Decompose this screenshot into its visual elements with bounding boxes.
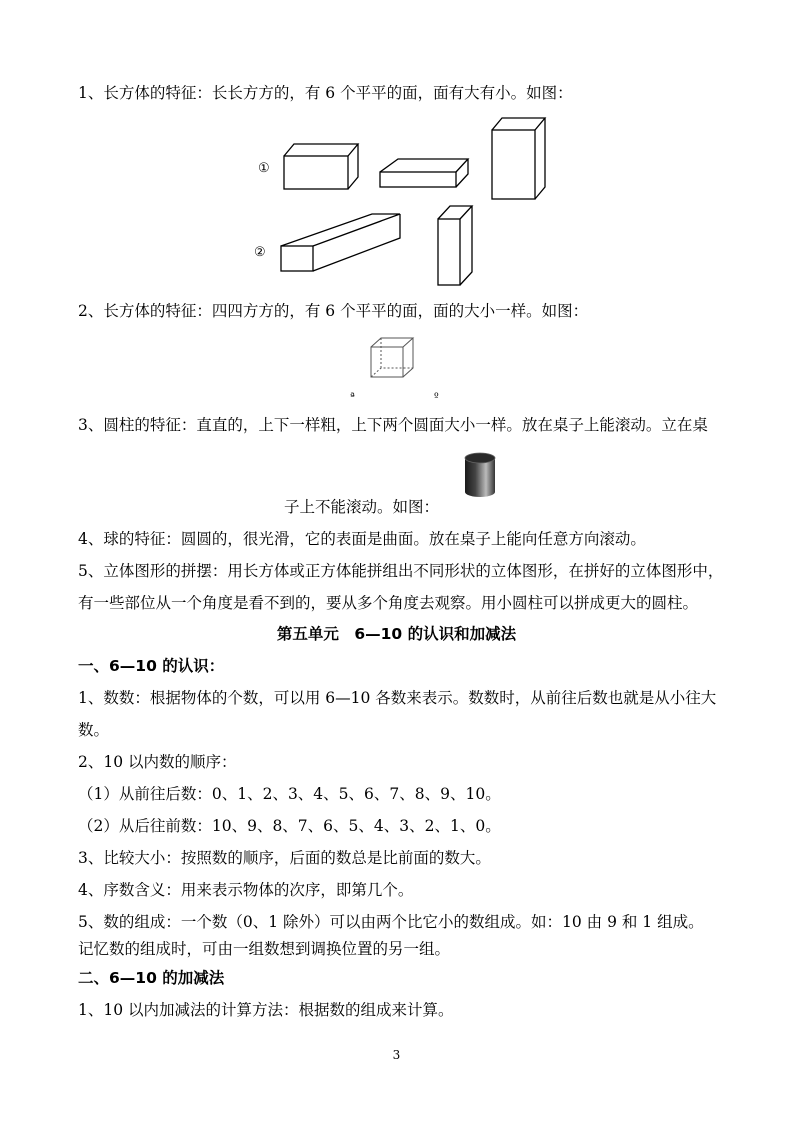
small-mark-2: º (434, 392, 439, 403)
cuboid-figure-3 (492, 118, 545, 199)
part1-heading: 一、6—10 的认识： (78, 657, 225, 675)
counting-line2: 数。 (78, 721, 110, 739)
sphere-feature: 4、球的特征：圆圆的，很光滑，它的表面是曲面。放在桌子上能向任意方向滚动。 (78, 530, 646, 548)
page-number: 3 (392, 1048, 401, 1062)
cube-figure (368, 335, 418, 380)
solid-arrangement-line2: 有一些部位从一个角度是看不到的，要从多个角度去观察。用小圆柱可以拼成更大的圆柱。 (78, 594, 699, 612)
row1-marker: ① (258, 161, 270, 176)
cuboid-figures (270, 112, 570, 297)
cuboid-figure-4 (281, 214, 400, 271)
cuboid-figure-1 (284, 144, 358, 189)
composition-memory: 记忆数的组成时，可由一组数想到调换位置的另一组。 (78, 940, 451, 958)
cube-feature: 2、长方体的特征：四四方方的，有 6 个平平的面，面的大小一样。如图： (78, 302, 589, 320)
calc-method: 1、10 以内加减法的计算方法：根据数的组成来计算。 (78, 1001, 454, 1019)
order-heading: 2、10 以内数的顺序： (78, 753, 237, 771)
ordinal-meaning: 4、序数含义：用来表示物体的次序，即第几个。 (78, 881, 414, 899)
cylinder-feature-line1: 3、圆柱的特征：直直的，上下一样粗，上下两个圆面大小一样。放在桌子上能滚动。立在桌 (78, 416, 708, 434)
counting-line1: 1、数数：根据物体的个数，可以用 6—10 各数来表示。数数时，从前往后数也就是从小往大 (78, 689, 717, 707)
cuboid-feature-1: 1、长方体的特征：长长方方的，有 6 个平平的面，面有大有小。如图： (78, 84, 573, 102)
unit5-title: 第五单元 6—10 的认识和加减法 (276, 625, 517, 643)
cylinder-figure (462, 450, 498, 500)
small-mark-1: ª (350, 392, 355, 403)
cuboid-figure-5 (438, 206, 472, 285)
number-composition: 5、数的组成：一个数（0、1 除外）可以由两个比它小的数组成。如：10 由 9 和 1 组成。 (78, 913, 704, 931)
part2-heading: 二、6—10 的加减法 (78, 969, 225, 987)
row2-marker: ② (254, 245, 266, 260)
cuboid-figure-2 (380, 159, 468, 187)
order-backward: （2）从后往前数：10、9、8、7、6、5、4、3、2、1、0。 (78, 817, 501, 835)
solid-arrangement-line1: 5、立体图形的拼摆：用长方体或正方体能拼组出不同形状的立体图形，在拼好的立体图形中， (78, 562, 724, 580)
cylinder-feature-line2: 子上不能滚动。如图： (284, 498, 440, 516)
compare-size: 3、比较大小：按照数的顺序，后面的数总是比前面的数大。 (78, 849, 491, 867)
order-forward: （1）从前往后数：0、1、2、3、4、5、6、7、8、9、10。 (78, 785, 501, 803)
